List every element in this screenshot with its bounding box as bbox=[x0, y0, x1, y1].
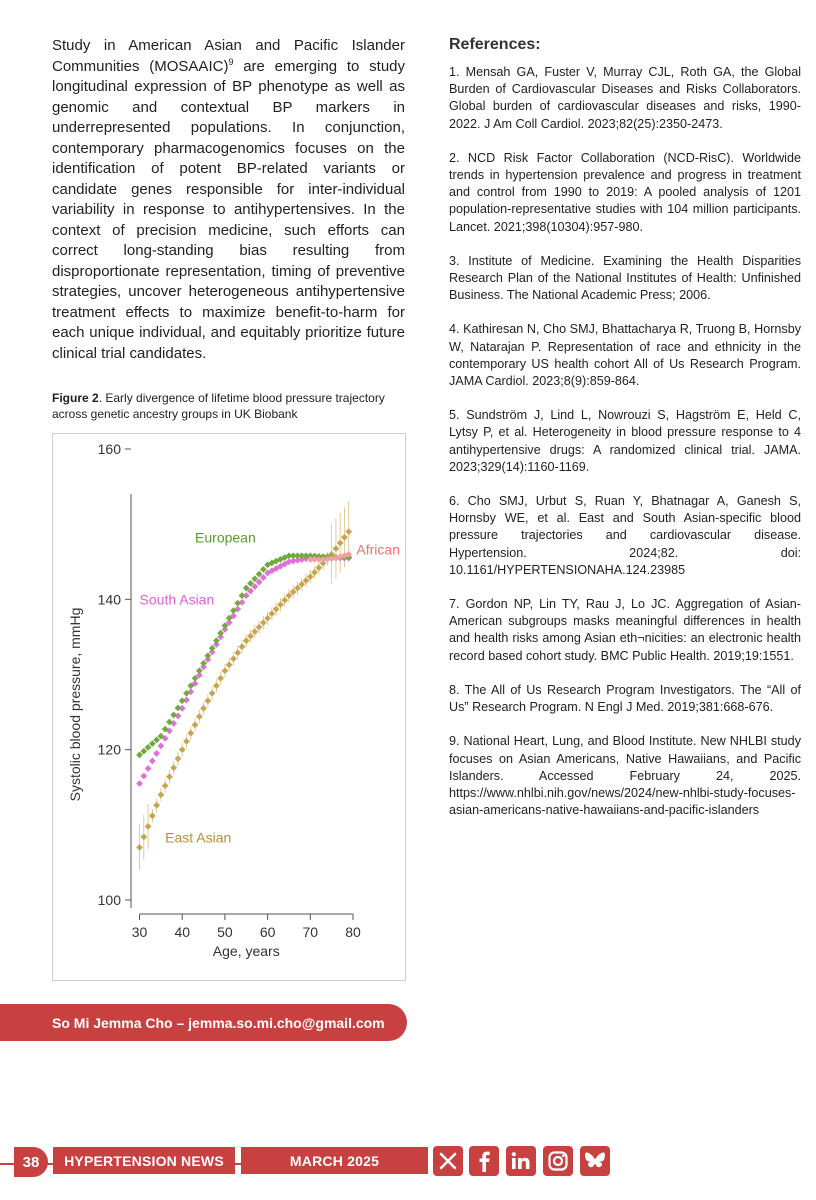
east-asian-point bbox=[311, 569, 318, 576]
publication-title: HYPERTENSION NEWS bbox=[53, 1147, 235, 1174]
reference-item: 3. Institute of Medicine. Examining the Health Disparities Research Plan of the National Institutes of Health: Unfinished Business. The National Academic Press; 2006. bbox=[449, 253, 801, 303]
east-asian-point bbox=[333, 545, 340, 552]
european-point bbox=[234, 600, 241, 607]
east-asian-point bbox=[273, 606, 280, 613]
author-contact: So Mi Jemma Cho – jemma.so.mi.cho@gmail.com bbox=[52, 1014, 385, 1031]
reference-item: 4. Kathiresan N, Cho SMJ, Bhattacharya R, Truong B, Hornsby W, Natarajan P. Representation of race and ethnicity in the contemporary US health cohort All of Us Research Program. JAMA Cardiol. 2023;8(9):859-864. bbox=[449, 322, 801, 389]
east-asian-point bbox=[247, 633, 254, 640]
east-asian-point bbox=[277, 601, 284, 608]
south-asian-point bbox=[136, 780, 143, 787]
east-asian-point bbox=[200, 705, 207, 712]
east-asian-point bbox=[315, 564, 322, 571]
reference-item: 7. Gordon NP, Lin TY, Rau J, Lo JC. Aggregation of Asian-American subgroups masks meaningful differences in health and health risks among Asian eth¬nicities: an electronic health record based cohort study. BMC Public Health. 2019;19:1551. bbox=[449, 597, 801, 663]
x-tick-label: 60 bbox=[259, 924, 276, 940]
european-point bbox=[239, 592, 246, 599]
figure-caption-text: . Early divergence of lifetime blood pressure trajectory across genetic ancestry groups in UK Biobank bbox=[52, 391, 385, 421]
reference-item: 8. The All of Us Research Program Investigators. The “All of Us” Research Program. N Engl J Med. 2019;381:668-676. bbox=[449, 682, 801, 715]
x-tick-label: 30 bbox=[131, 924, 148, 940]
east-asian-point bbox=[175, 755, 182, 762]
east-asian-point bbox=[153, 802, 160, 809]
east-asian-point bbox=[341, 534, 348, 541]
east-asian-point bbox=[149, 812, 156, 819]
east-asian-point bbox=[183, 738, 190, 745]
east-asian-point bbox=[230, 655, 237, 662]
citation-superscript: 9 bbox=[228, 56, 234, 67]
references-title: References: bbox=[449, 36, 541, 53]
x-tick-label: 80 bbox=[345, 924, 361, 940]
x-axis-label: Age, years bbox=[212, 943, 280, 959]
east-asian-point bbox=[145, 823, 152, 830]
references-list bbox=[449, 64, 801, 836]
y-tick-label: 140 bbox=[97, 591, 121, 608]
bluesky-icon[interactable] bbox=[580, 1146, 610, 1176]
east-asian-point bbox=[226, 661, 233, 668]
east-asian-point bbox=[281, 597, 288, 604]
east-asian-point bbox=[213, 682, 220, 689]
x-tick-label: 40 bbox=[174, 924, 191, 940]
reference-item: 5. Sundström J, Lind L, Nowrouzi S, Hagström E, Held C, Lytsy P, et al. Heterogeneity in blood pressure response to 4 antihypertensive drugs: A randomized clinical trial. JAMA. 2023;329(14):1160-1169. bbox=[449, 408, 801, 474]
legend-label-east-asian: East Asian bbox=[165, 829, 232, 846]
east-asian-point bbox=[260, 619, 267, 626]
y-tick-label: 100 bbox=[97, 892, 121, 908]
east-asian-point bbox=[268, 610, 275, 617]
east-asian-point bbox=[264, 615, 271, 622]
east-asian-point bbox=[345, 528, 352, 535]
linkedin-icon[interactable] bbox=[506, 1146, 536, 1176]
legend-label-european: European bbox=[195, 529, 256, 546]
instagram-icon[interactable] bbox=[543, 1146, 573, 1176]
east-asian-point bbox=[166, 773, 173, 780]
reference-item: 6. Cho SMJ, Urbut S, Ruan Y, Bhatnagar A, Ganesh S, Hornsby WE, et al. East and South Asian-specific blood pressure trajectories and cardiovascular disease. Hypertension. 2024;82. doi: 10.1161/HYPERTENSIONAHA.124.23985 bbox=[449, 494, 801, 577]
bp-trajectory-chart bbox=[53, 434, 407, 982]
east-asian-point bbox=[222, 667, 229, 674]
page-number: 38 bbox=[14, 1147, 48, 1177]
body-text-start: Study in American Asian and Pacific Islander Communities (MOSAAIC) bbox=[52, 37, 405, 75]
body-text-rest: are emerging to study longitudinal expression of BP phenotype as well as genomic and contextual BP markers in underrepresented populations. In conjunction, contemporary pharmacogenomics focuses on the identification of potent BP-related variants or candidate genes responsible for inter-individual variability in response to antihypertensives. In the context of precision medicine, such efforts can correct long-standing bias resulting from disproportionate representation, timing of preventive strategies, uncover heterogeneous antihypertensive treatment effects to maximize benefit-to-harm for each unique individual, and equitably prioritize future clinical trial candidates. bbox=[52, 57, 405, 362]
east-asian-point bbox=[157, 791, 164, 798]
y-axis-label: Systolic blood pressure, mmHg bbox=[67, 607, 83, 802]
figure-frame bbox=[52, 433, 406, 981]
european-point bbox=[179, 697, 186, 704]
east-asian-point bbox=[256, 624, 263, 631]
reference-item: 9. National Heart, Lung, and Blood Institute. New NHLBI study focuses on Asian Americans, Native Hawaiians, and Pacific Islanders. Accessed February 24, 2025. https://www.nhlbi.nih.gov/news/2024/new-nhlbi-study-focuses-asian-americans-native-hawaiians-and-pacific-islanders bbox=[449, 734, 801, 818]
east-asian-point bbox=[204, 697, 211, 704]
reference-item: 2. NCD Risk Factor Collaboration (NCD-RisC). Worldwide trends in hypertension prevalence and progress in treatment and control from 1990 to 2019: A pooled analysis of 1201 population-representative studies with 104 million participants. Lancet. 2021;398(10304):957-980. bbox=[449, 150, 801, 234]
east-asian-point bbox=[140, 833, 147, 840]
figure-caption bbox=[52, 390, 407, 422]
east-asian-point bbox=[162, 782, 169, 789]
body-paragraph bbox=[52, 36, 405, 364]
author-bar bbox=[0, 1004, 407, 1041]
east-asian-point bbox=[217, 675, 224, 682]
issue-date: MARCH 2025 bbox=[241, 1147, 428, 1174]
east-asian-point bbox=[209, 690, 216, 697]
east-asian-point bbox=[187, 730, 194, 737]
y-tick-label: 160 bbox=[97, 441, 121, 457]
x-icon[interactable] bbox=[433, 1146, 463, 1176]
east-asian-point bbox=[196, 713, 203, 720]
reference-item: 1. Mensah GA, Fuster V, Murray CJL, Roth GA, the Global Burden of Cardiovascular Diseases and Risks Collaborators. Global burden of cardiovascular diseases and risks, 1990-2022. J Am Coll Cardiol. 2023;82(25):2350-2473. bbox=[449, 65, 801, 131]
east-asian-point bbox=[170, 764, 177, 771]
south-asian-point bbox=[145, 765, 152, 772]
south-asian-point bbox=[140, 773, 147, 780]
facebook-icon[interactable] bbox=[469, 1146, 499, 1176]
european-point bbox=[175, 704, 182, 711]
east-asian-point bbox=[179, 746, 186, 753]
figure-label: Figure 2 bbox=[52, 391, 99, 405]
x-tick-label: 50 bbox=[217, 924, 233, 940]
east-asian-point bbox=[136, 844, 143, 851]
legend-label-african: African bbox=[356, 541, 400, 558]
east-asian-point bbox=[192, 721, 199, 728]
east-asian-point bbox=[239, 643, 246, 650]
south-asian-point bbox=[149, 758, 156, 765]
x-tick-label: 70 bbox=[302, 924, 319, 940]
east-asian-point bbox=[234, 649, 241, 656]
east-asian-point bbox=[337, 540, 344, 547]
legend-label-south-asian: South Asian bbox=[139, 591, 215, 608]
y-tick-label: 120 bbox=[97, 741, 121, 758]
south-asian-point bbox=[153, 750, 160, 757]
east-asian-point bbox=[243, 637, 250, 644]
south-asian-point bbox=[157, 743, 164, 750]
east-asian-point bbox=[251, 628, 258, 635]
